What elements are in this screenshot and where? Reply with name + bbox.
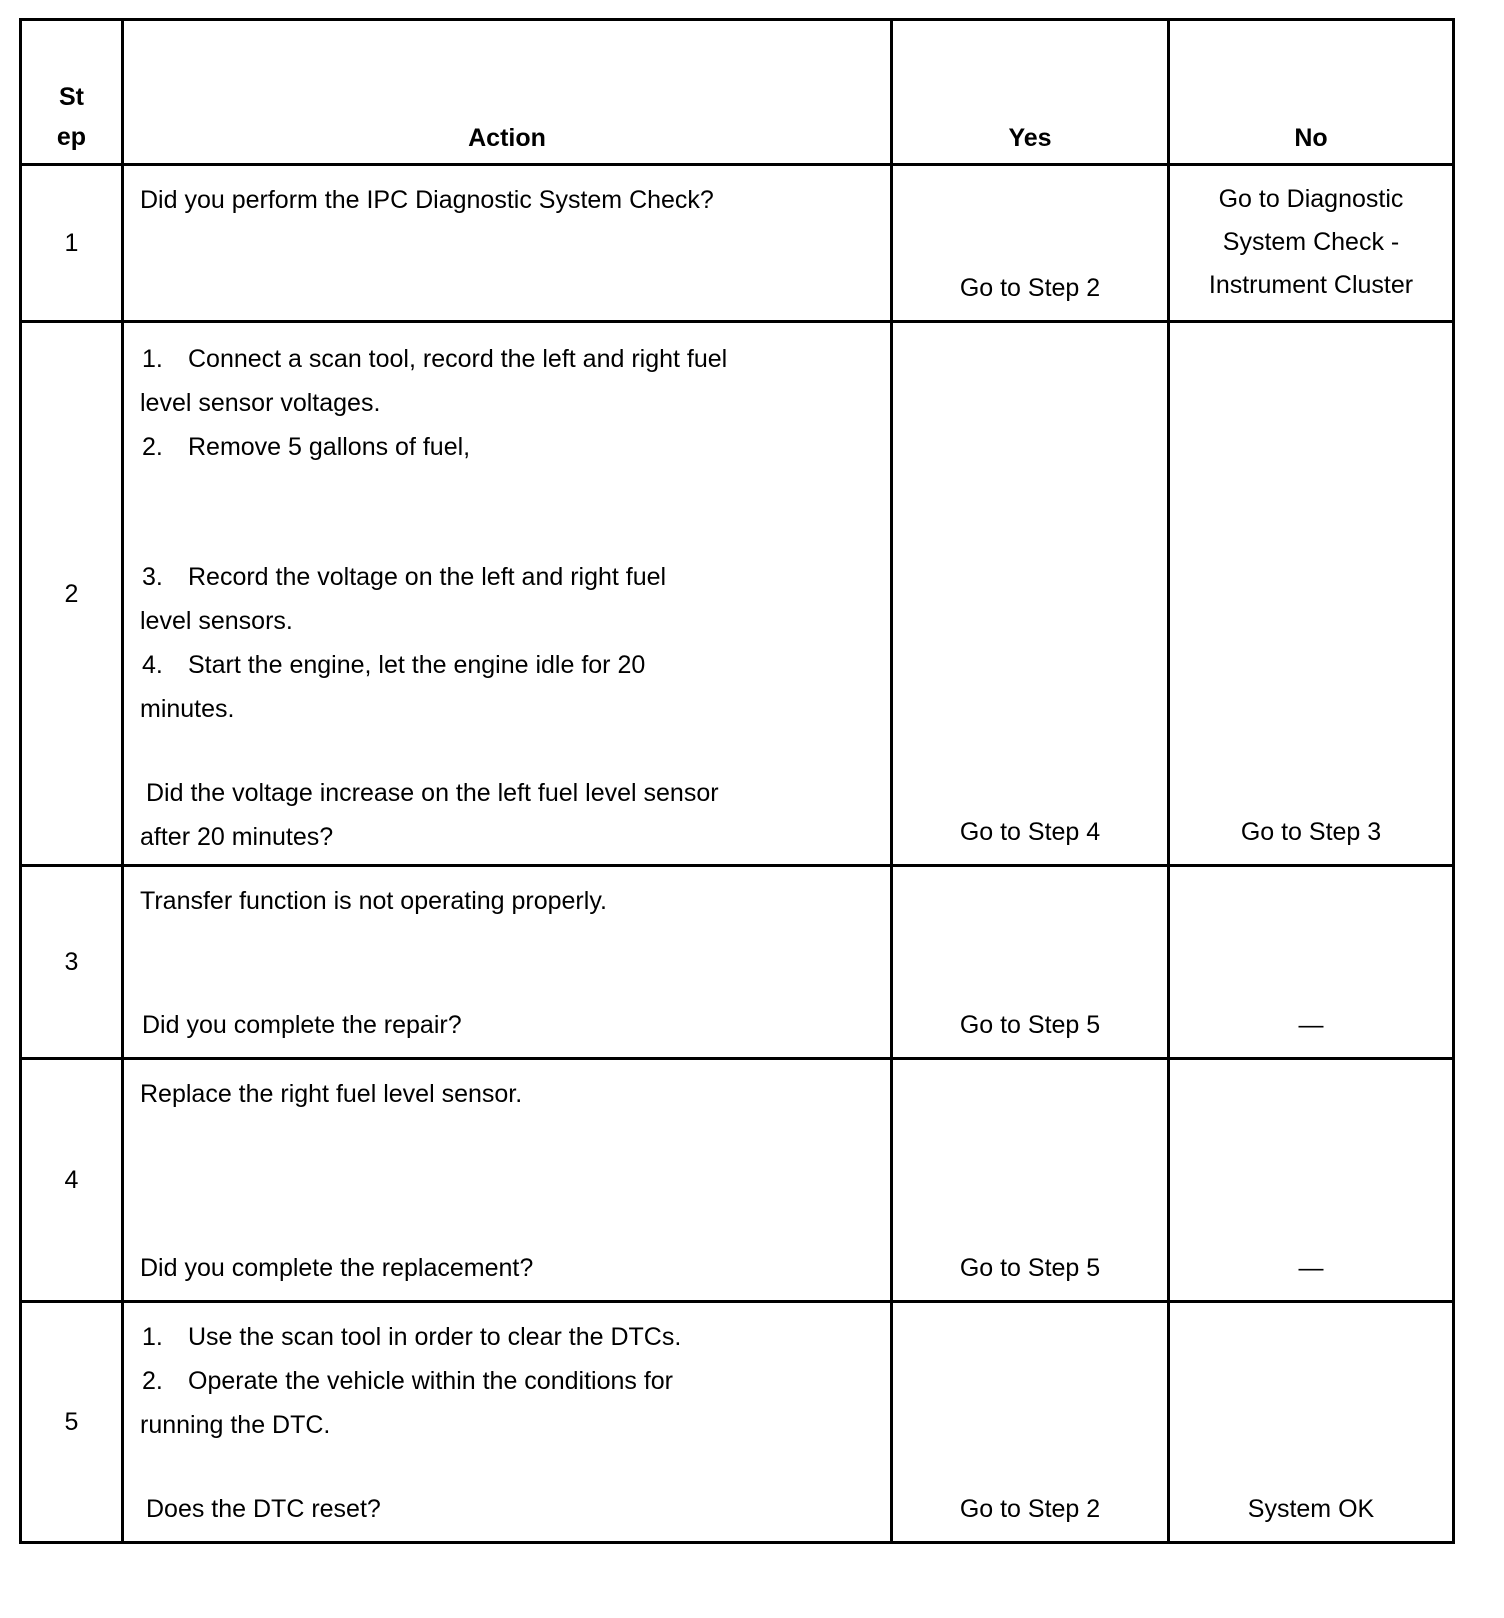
yes-text: Go to Step 5 bbox=[959, 1011, 1101, 1039]
yes-text: Go to Step 4 bbox=[959, 818, 1101, 846]
step-number: 5 bbox=[64, 1408, 79, 1436]
action-text: Transfer function is not operating properly. bbox=[140, 887, 607, 915]
no-text-line1: Go to Diagnostic bbox=[1218, 185, 1404, 213]
question-line2: after 20 minutes? bbox=[140, 823, 334, 851]
step-cell bbox=[21, 866, 123, 1059]
header-no: No bbox=[1169, 20, 1454, 165]
no-cell bbox=[1169, 1302, 1454, 1543]
action-cell bbox=[123, 1059, 892, 1302]
no-cell bbox=[1169, 322, 1454, 866]
table-row-step-1 bbox=[21, 165, 1454, 322]
step-number: 2 bbox=[64, 579, 79, 608]
question-line1: Did the voltage increase on the left fuel level sensor bbox=[146, 779, 719, 807]
step-cell bbox=[21, 165, 123, 322]
action-text: Replace the right fuel level sensor. bbox=[140, 1080, 523, 1108]
no-text: System OK bbox=[1247, 1495, 1375, 1523]
list-item: 1. Use the scan tool in order to clear the DTCs. bbox=[142, 1323, 682, 1351]
step-number: 4 bbox=[64, 1166, 79, 1194]
no-cell bbox=[1169, 1059, 1454, 1302]
no-text-line2: System Check - bbox=[1222, 228, 1400, 256]
header-step bbox=[21, 20, 123, 165]
header-row bbox=[21, 20, 1454, 165]
header-step-line2: ep bbox=[56, 123, 87, 151]
yes-cell bbox=[892, 322, 1169, 866]
question-text: Does the DTC reset? bbox=[146, 1495, 381, 1523]
action-cell bbox=[123, 322, 892, 866]
list-item: 4. Start the engine, let the engine idle for 20 bbox=[142, 651, 646, 679]
header-action: Action bbox=[123, 20, 892, 165]
action-cell bbox=[123, 866, 892, 1059]
list-item-continuation: minutes. bbox=[140, 695, 235, 723]
table-row-step-4 bbox=[21, 1059, 1454, 1302]
action-cell bbox=[123, 1302, 892, 1543]
list-item-continuation: level sensors. bbox=[140, 607, 293, 635]
diagnostic-table bbox=[19, 18, 1455, 1544]
list-item: 2. Operate the vehicle within the conditions for bbox=[142, 1367, 673, 1395]
no-text-line3: Instrument Cluster bbox=[1208, 271, 1414, 299]
yes-cell bbox=[892, 1059, 1169, 1302]
list-item-continuation: level sensor voltages. bbox=[140, 389, 381, 417]
question-text: Did you complete the repair? bbox=[142, 1011, 462, 1039]
yes-text: Go to Step 2 bbox=[959, 1495, 1101, 1523]
list-item-continuation: running the DTC. bbox=[140, 1411, 331, 1439]
header-yes: Yes bbox=[892, 20, 1169, 165]
list-item: 3. Record the voltage on the left and right fuel bbox=[142, 563, 667, 591]
step-number: 3 bbox=[64, 948, 79, 976]
no-cell bbox=[1169, 165, 1454, 322]
table-row-step-5 bbox=[21, 1302, 1454, 1543]
yes-cell bbox=[892, 165, 1169, 322]
no-text: — bbox=[1298, 1011, 1324, 1039]
table-row-step-2 bbox=[21, 322, 1454, 866]
step-cell bbox=[21, 1302, 123, 1543]
step-cell bbox=[21, 1059, 123, 1302]
no-text: — bbox=[1298, 1254, 1324, 1282]
yes-text: Go to Step 2 bbox=[959, 274, 1101, 302]
no-text: Go to Step 3 bbox=[1240, 818, 1382, 846]
action-cell bbox=[123, 165, 892, 322]
yes-text: Go to Step 5 bbox=[959, 1254, 1101, 1282]
no-cell bbox=[1169, 866, 1454, 1059]
list-item: 2. Remove 5 gallons of fuel, bbox=[142, 433, 471, 461]
question-text: Did you complete the replacement? bbox=[140, 1254, 534, 1282]
step-number: 1 bbox=[64, 229, 79, 257]
yes-cell bbox=[892, 1302, 1169, 1543]
step-cell bbox=[21, 322, 123, 866]
table-row-step-3 bbox=[21, 866, 1454, 1059]
action-text: Did you perform the IPC Diagnostic System Check? bbox=[140, 186, 714, 214]
header-step-line1: St bbox=[59, 83, 84, 111]
yes-cell bbox=[892, 866, 1169, 1059]
list-item: 1. Connect a scan tool, record the left and right fuel bbox=[142, 345, 728, 373]
